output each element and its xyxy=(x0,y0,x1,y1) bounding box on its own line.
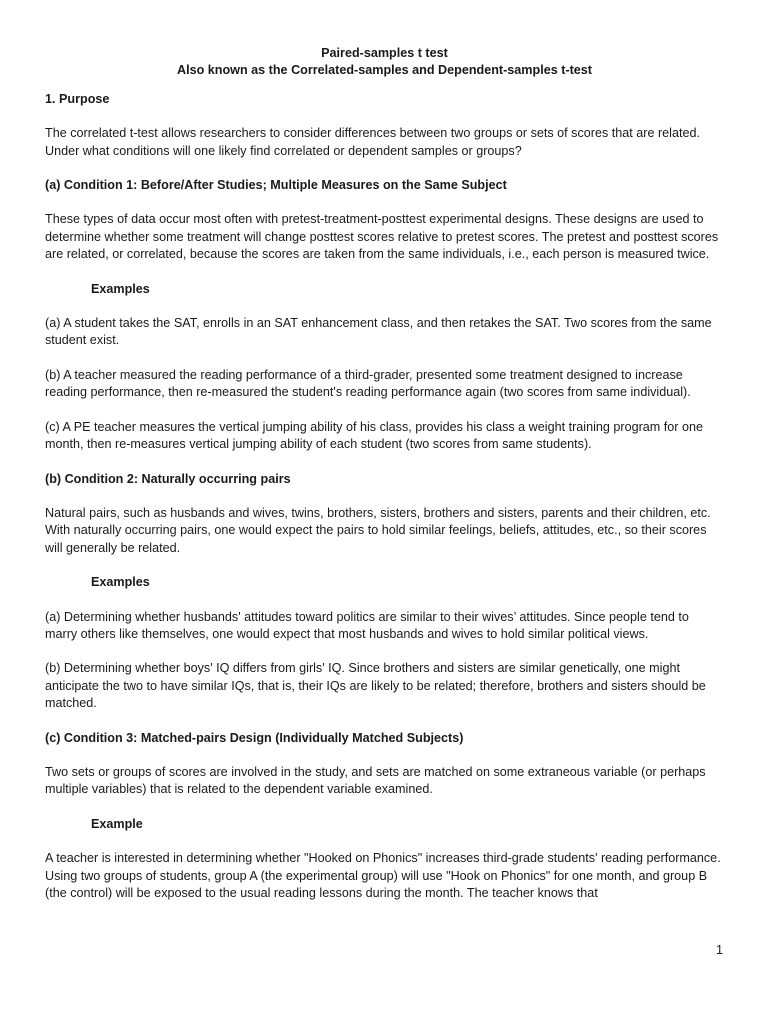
intro-paragraph: The correlated t-test allows researchers to consider differences between two groups or sets of scores that are related. Under what conditions will one likely find correlated or dependent samples or groups? xyxy=(45,126,700,158)
condition1-example-c: (c) A PE teacher measures the vertical jumping ability of his class, provides his class a weight training program for one month, then re-measures vertical jumping ability of each student (two scores from same students). xyxy=(45,419,703,452)
condition3-paragraph: Two sets or groups of scores are involved in the study, and sets are matched on some extraneous variable (or perhaps multiple variables) that is related to the dependent variable examined. xyxy=(45,764,706,797)
condition1-example-b: (b) A teacher measured the reading performance of a third-grader, presented some treatment designed to increase reading performance, then re-measured the student's reading performance again (two scores from same individual). xyxy=(45,367,691,400)
condition1-examples-label: Examples xyxy=(91,281,150,296)
section-purpose-heading: 1. Purpose xyxy=(45,91,110,106)
condition2-example-b: (b) Determining whether boys' IQ differs from girls' IQ. Since brothers and sisters are similar genetically, one might anticipate the two to have similar IQs, that is, their IQs are likely to be related; therefore, brothers and sisters should be matched. xyxy=(45,661,706,711)
condition1-example-a: (a) A student takes the SAT, enrolls in an SAT enhancement class, and then retakes the SAT. Two scores from the same student exist. xyxy=(45,316,712,348)
condition3-example-text: A teacher is interested in determining whether "Hooked on Phonics" increases third-grade students' reading performance. Using two groups of students, group A (the experimental group) will use "Hook on Phonics" for one month, and group B (the control) will be exposed to the usual reading lessons during the month. The teacher knows that xyxy=(45,851,721,900)
title-block xyxy=(45,45,724,80)
condition1-paragraph: These types of data occur most often with pretest-treatment-posttest experimental designs. These designs are used to determine whether some treatment will change posttest scores relative to pretest scores. The pretest and posttest scores are related, or correlated, because the scores are taken from the same individuals, i.e., each person is measured twice. xyxy=(45,212,719,262)
page-number: 1 xyxy=(715,943,723,957)
document-subtitle: Also known as the Correlated-samples and Dependent-samples t-test xyxy=(177,63,592,78)
condition3-example-label: Example xyxy=(91,816,143,831)
condition2-paragraph: Natural pairs, such as husbands and wives, twins, brothers, sisters, brothers and sisters, parents and their children, etc. With naturally occurring pairs, one would expect the pairs to hold similar feelings, beliefs, attitudes, etc., so their scores will generally be related. xyxy=(45,505,711,555)
condition2-example-a: (a) Determining whether husbands' attitudes toward politics are similar to their wives’ attitudes. Since people tend to marry others like themselves, one would expect that most husbands and wives to hold similar political views. xyxy=(45,609,689,641)
condition1-heading: (a) Condition 1: Before/After Studies; Multiple Measures on the Same Subject xyxy=(45,178,507,193)
condition2-examples-label: Examples xyxy=(91,575,150,590)
document-title: Paired-samples t test xyxy=(321,46,448,60)
condition3-heading: (c) Condition 3: Matched-pairs Design (Individually Matched Subjects) xyxy=(45,730,464,745)
condition2-heading: (b) Condition 2: Naturally occurring pairs xyxy=(45,471,291,486)
